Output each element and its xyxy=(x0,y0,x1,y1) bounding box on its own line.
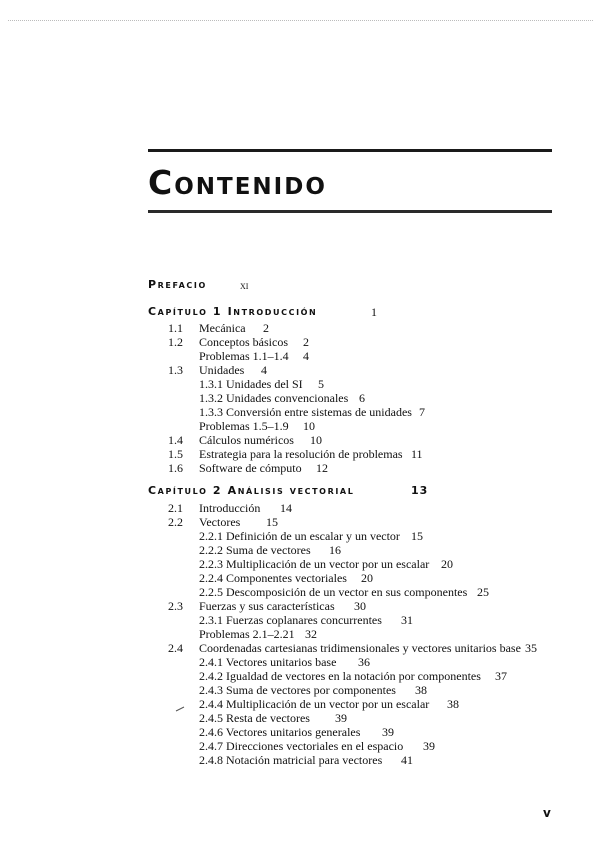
entry-title: Introducción xyxy=(199,501,261,515)
entry-page: 11 xyxy=(411,447,423,461)
entry-page: 36 xyxy=(358,655,370,669)
entry-page: 31 xyxy=(401,613,413,627)
entry-number: 2.2 xyxy=(168,515,183,529)
entry-title: 1.3.3 Conversión entre sistemas de unidades xyxy=(199,405,412,419)
entry-title: 2.4.6 Vectores unitarios generales xyxy=(199,725,361,739)
entry-title: Conceptos básicos xyxy=(199,335,288,349)
entry-page: 14 xyxy=(280,501,292,515)
entry-number: 1.2 xyxy=(168,335,183,349)
title-rule-bottom xyxy=(148,210,552,213)
entry-title: Problemas 2.1–2.21 xyxy=(199,627,295,641)
entry-page: 20 xyxy=(441,557,453,571)
entry-title: 1.3.1 Unidades del SI xyxy=(199,377,303,391)
pen-mark-icon xyxy=(175,706,185,712)
entry-page: 30 xyxy=(354,599,366,613)
toc-heading-chapter-1[interactable] xyxy=(148,305,377,319)
entry-number: 2.4 xyxy=(168,641,183,655)
toc-heading-prefacio[interactable] xyxy=(148,278,249,292)
entry-number: 1.1 xyxy=(168,321,183,335)
entry-page: 39 xyxy=(423,739,435,753)
entry-number: 1.3 xyxy=(168,363,183,377)
heading-label: Prefacio xyxy=(148,278,207,291)
entry-page: 5 xyxy=(318,377,324,391)
heading-page: 1 xyxy=(371,305,377,319)
heading-label: Capítulo 2 Análisis vectorial xyxy=(148,484,355,497)
heading-page: 13 xyxy=(411,484,429,497)
entry-title: Fuerzas y sus características xyxy=(199,599,335,613)
entry-title: Problemas 1.5–1.9 xyxy=(199,419,289,433)
entry-page: 2 xyxy=(303,335,309,349)
page-number: v xyxy=(543,806,551,820)
entry-title: 2.2.2 Suma de vectores xyxy=(199,543,311,557)
entry-title: 2.4.4 Multiplicación de un vector por un escalar xyxy=(199,697,430,711)
entry-page: 12 xyxy=(316,461,328,475)
toc-heading-chapter-2[interactable] xyxy=(148,484,429,498)
title-rule-top xyxy=(148,149,552,152)
entry-page: 7 xyxy=(419,405,425,419)
entry-title: 2.4.3 Suma de vectores por componentes xyxy=(199,683,396,697)
entry-title: 2.4.7 Direcciones vectoriales en el espacio xyxy=(199,739,404,753)
entry-title: Estrategia para la resolución de problemas xyxy=(199,447,403,461)
heading-page: xi xyxy=(240,278,249,292)
entry-number: 2.1 xyxy=(168,501,183,515)
entry-page: 39 xyxy=(335,711,347,725)
entry-title: Unidades xyxy=(199,363,245,377)
entry-title: 2.2.5 Descomposición de un vector en sus componentes xyxy=(199,585,468,599)
entry-number: 2.3 xyxy=(168,599,183,613)
entry-page: 10 xyxy=(310,433,322,447)
entry-page: 4 xyxy=(261,363,267,377)
entry-page: 16 xyxy=(329,543,341,557)
entry-title: 2.3.1 Fuerzas coplanares concurrentes xyxy=(199,613,382,627)
entry-page: 25 xyxy=(477,585,489,599)
entry-number: 1.5 xyxy=(168,447,183,461)
entry-page: 6 xyxy=(359,391,365,405)
entry-title: 1.3.2 Unidades convencionales xyxy=(199,391,349,405)
entry-page: 38 xyxy=(447,697,459,711)
entry-page: 10 xyxy=(303,419,315,433)
entry-title: Coordenadas cartesianas tridimensionales y vectores unitarios base xyxy=(199,641,521,655)
entry-page: 37 xyxy=(495,669,507,683)
entry-page: 20 xyxy=(361,571,373,585)
entry-number: 1.4 xyxy=(168,433,183,447)
entry-page: 38 xyxy=(415,683,427,697)
entry-title: Software de cómputo xyxy=(199,461,302,475)
entry-page: 41 xyxy=(401,753,413,767)
scan-dotted-border xyxy=(8,20,593,21)
page-title: Contenido xyxy=(148,163,327,202)
entry-page: 15 xyxy=(411,529,423,543)
entry-title: Mecánica xyxy=(199,321,246,335)
entry-title: 2.2.3 Multiplicación de un vector por un escalar xyxy=(199,557,430,571)
entry-title: 2.4.2 Igualdad de vectores en la notación por componentes xyxy=(199,669,481,683)
entry-page: 32 xyxy=(305,627,317,641)
entry-title: Problemas 1.1–1.4 xyxy=(199,349,289,363)
entry-title: Vectores xyxy=(199,515,241,529)
entry-title: 2.2.1 Definición de un escalar y un vector xyxy=(199,529,400,543)
entry-page: 15 xyxy=(266,515,278,529)
entry-page: 39 xyxy=(382,725,394,739)
entry-title: 2.4.8 Notación matricial para vectores xyxy=(199,753,383,767)
entry-title: 2.4.1 Vectores unitarios base xyxy=(199,655,337,669)
heading-label: Capítulo 1 Introducción xyxy=(148,305,318,318)
entry-number: 1.6 xyxy=(168,461,183,475)
entry-title: 2.4.5 Resta de vectores xyxy=(199,711,310,725)
entry-page: 2 xyxy=(263,321,269,335)
entry-page: 4 xyxy=(303,349,309,363)
entry-title: 2.2.4 Componentes vectoriales xyxy=(199,571,347,585)
entry-page: 35 xyxy=(525,641,537,655)
entry-title: Cálculos numéricos xyxy=(199,433,294,447)
